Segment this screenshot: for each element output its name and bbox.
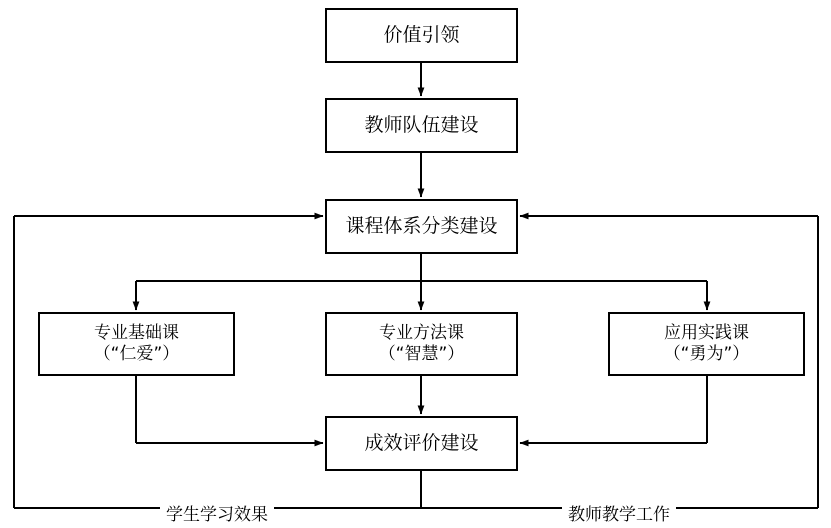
node-basic-course-subtitle: （“仁爱”） xyxy=(93,344,180,364)
edge-label-teacher-work: 教师教学工作 xyxy=(562,500,676,525)
node-method-course-subtitle: （“智慧”） xyxy=(378,344,465,364)
node-basic-course xyxy=(38,312,235,376)
node-effect-evaluation-label: 成效评价建设 xyxy=(364,431,479,454)
node-practice-course-label: 应用实践课 xyxy=(664,322,749,343)
edge-label-student-effect: 学生学习效果 xyxy=(160,500,274,525)
node-practice-course xyxy=(608,312,805,376)
node-teacher-team-label: 教师队伍建设 xyxy=(364,113,479,136)
node-practice-course-subtitle: （“勇为”） xyxy=(663,344,750,364)
node-course-system xyxy=(325,199,518,254)
node-method-course-label: 专业方法课 xyxy=(379,322,464,343)
node-method-course xyxy=(325,312,518,376)
node-teacher-team xyxy=(325,98,518,153)
node-effect-evaluation xyxy=(325,416,518,471)
node-value-guidance-label: 价值引领 xyxy=(383,23,460,46)
node-course-system-label: 课程体系分类建设 xyxy=(345,214,498,237)
node-value-guidance xyxy=(325,8,518,63)
node-basic-course-label: 专业基础课 xyxy=(94,322,179,343)
